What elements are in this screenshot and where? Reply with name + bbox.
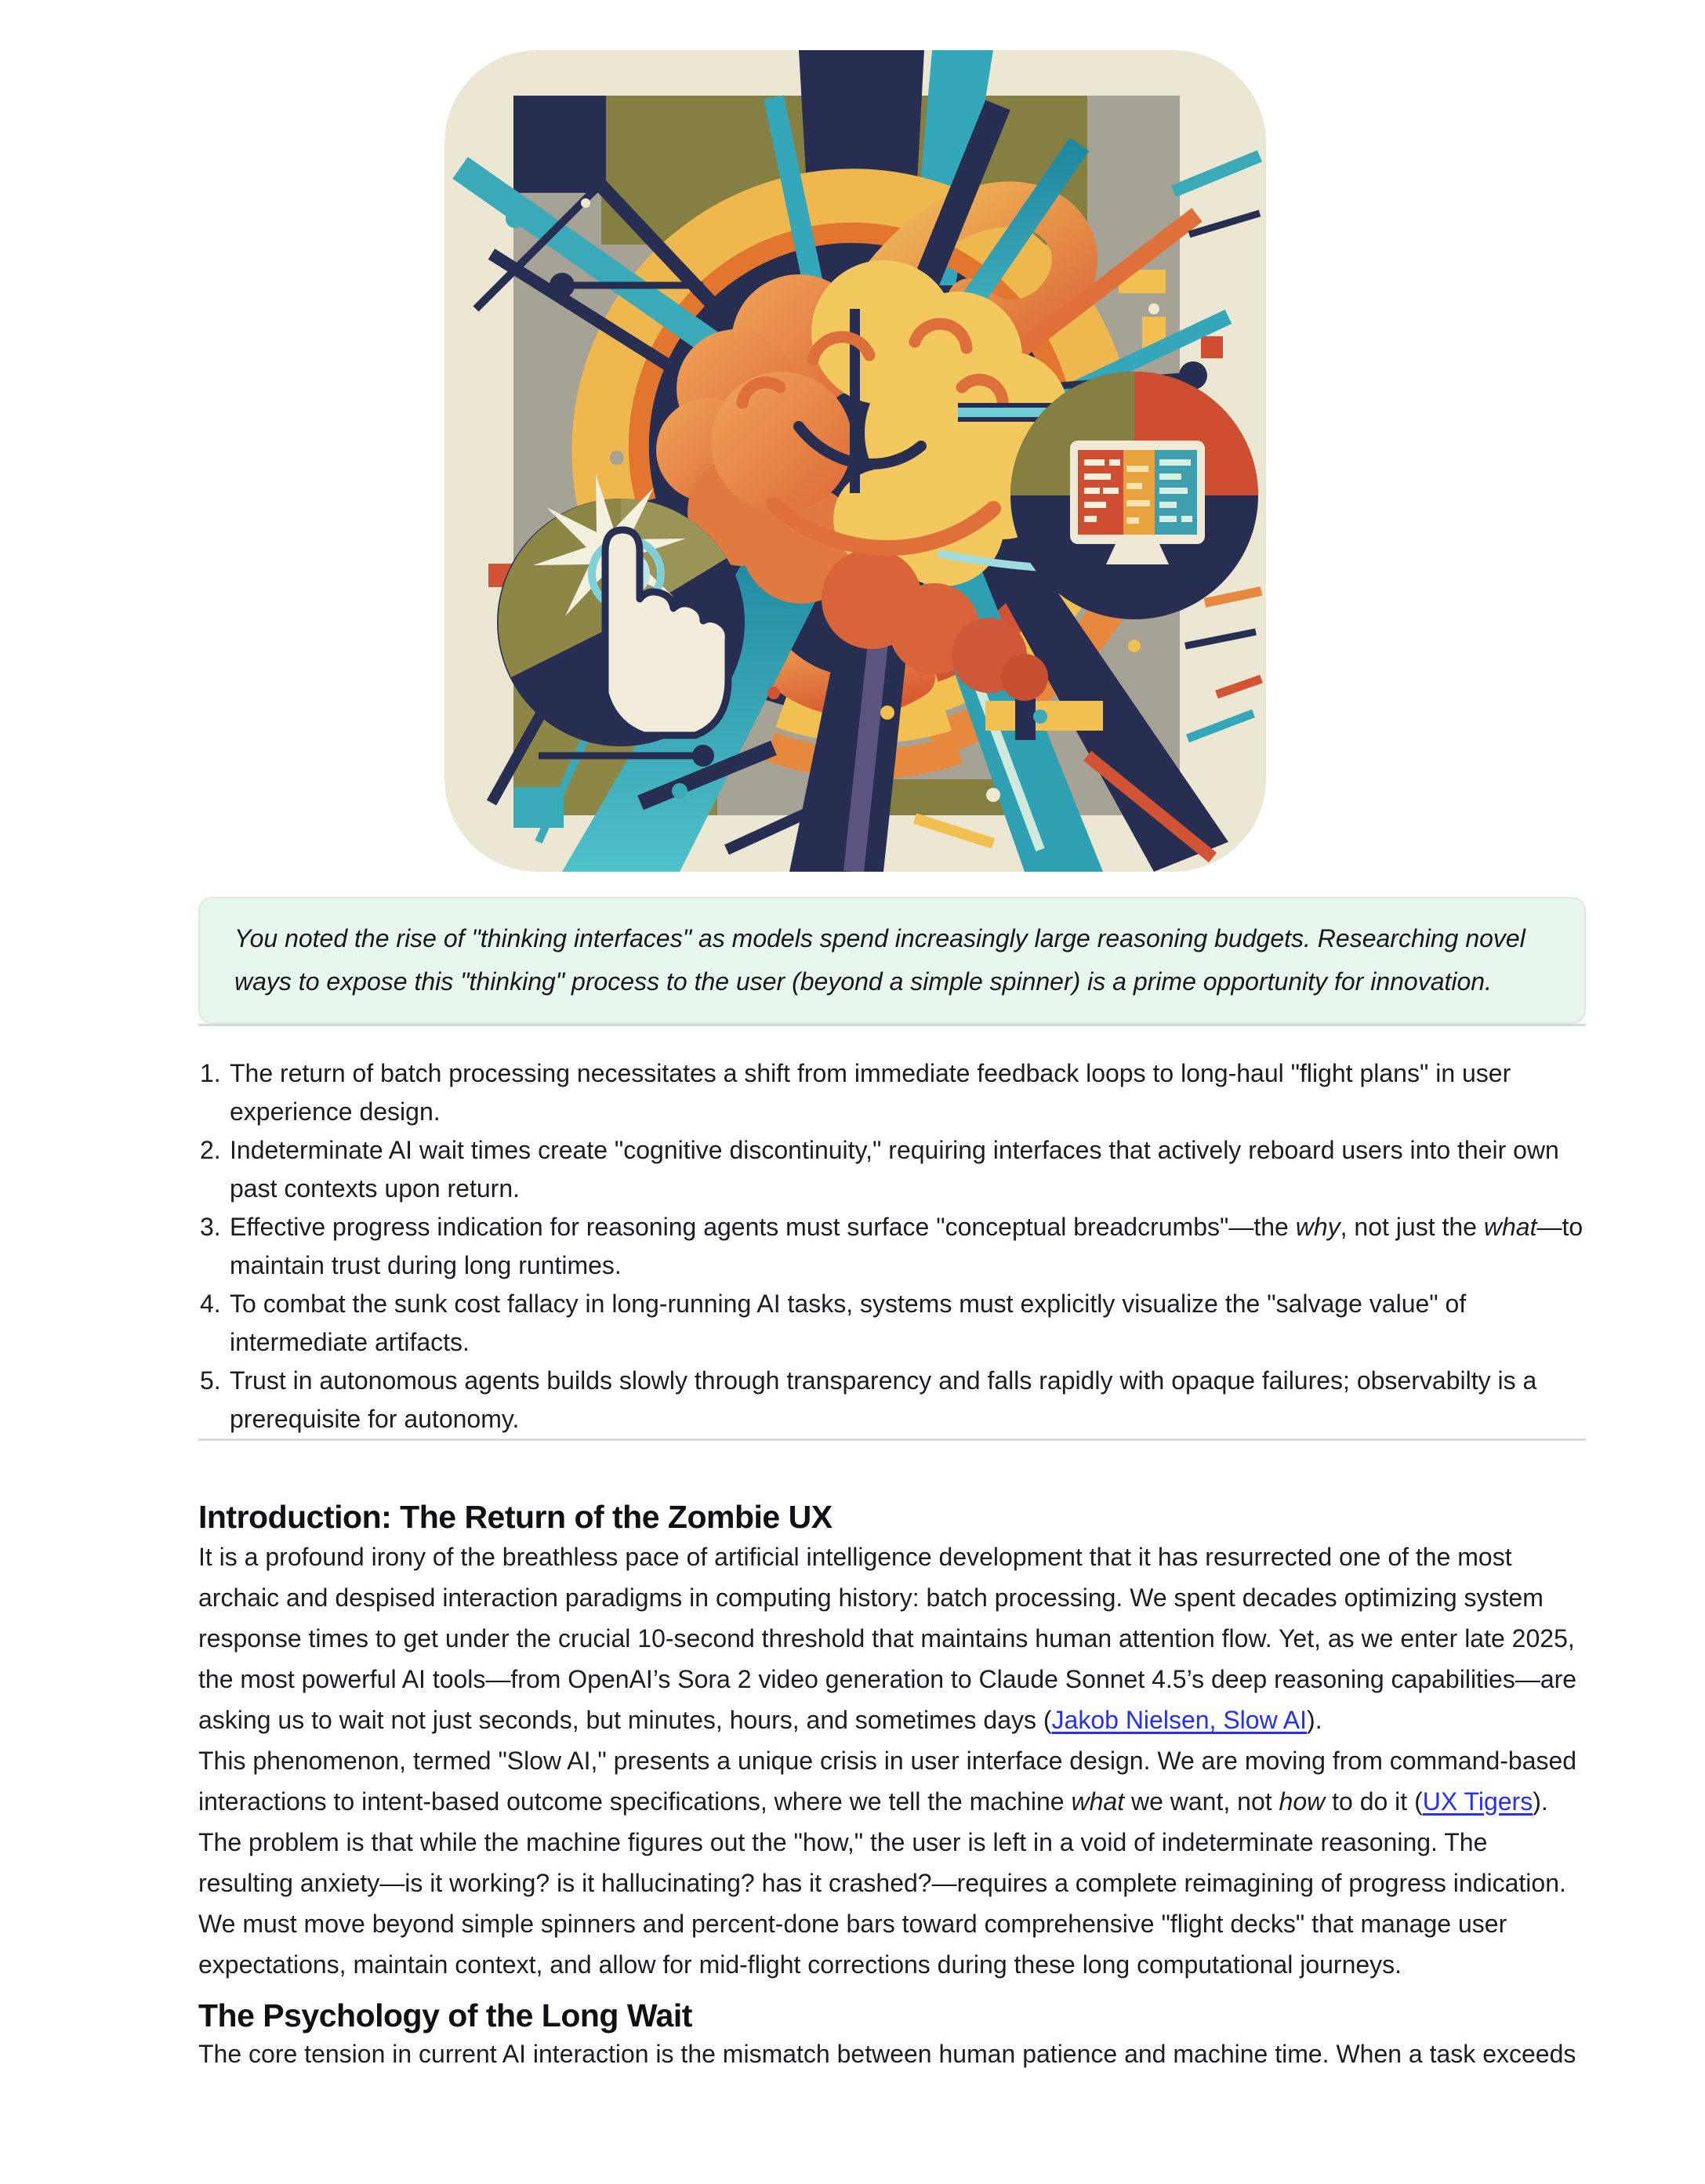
article-body — [198, 50, 1586, 2074]
list-marker: 4. — [200, 1290, 221, 1318]
callout-note — [198, 897, 1586, 1024]
list-item — [198, 1285, 1586, 1362]
list-marker: 3. — [200, 1213, 221, 1241]
psychology-paragraph-1: The core tension in current AI interaction is the mismatch between human patience and machine time. When a task exceeds — [198, 2040, 1576, 2068]
abstract-ai-brain-art — [444, 50, 1266, 872]
list-marker: 2. — [200, 1136, 221, 1164]
list-item — [198, 1362, 1586, 1438]
intro-paragraph-1: It is a profound irony of the breathless pace of artificial intelligence development that it has resurrected one of the most archaic and despised interaction paradigms in computing history: batch processing. We spent decades optimizing system response times to get under the crucial 10-second threshold that maintains human attention flow. Yet, as we enter late 2025, the most powerful AI tools—from OpenAI’s Sora 2 video generation to Claude Sonnet 4.5’s deep reasoning capabilities—are asking us to wait not just seconds, but minutes, hours, and sometimes days (Jakob Nielsen, Slow AI). — [198, 1543, 1577, 1734]
list-item-text: To combat the sunk cost fallacy in long-running AI tasks, systems must explicitly visualize the "salvage value" of intermediate artifacts. — [230, 1290, 1467, 1356]
list-item-text: Trust in autonomous agents builds slowly through transparency and falls rapidly with opaque failures; observabilty is a prerequisite for autonomy. — [230, 1366, 1537, 1433]
section-heading-psychology: The Psychology of the Long Wait — [198, 1997, 692, 2033]
divider — [198, 1024, 1586, 1026]
list-item — [198, 1054, 1586, 1131]
intro-paragraph-2: This phenomenon, termed "Slow AI," presents a unique crisis in user interface design. We are moving from command-based interactions to intent-based outcome specifications, where we tell the machine what we want, not how to do it (UX Tigers). The problem is that while the machine figures out the "how," the user is left in a void of indeterminate reasoning. The resulting anxiety—is it working? is it hallucinating? has it crashed?—requires a complete reimagining of progress indication. We must move beyond simple spinners and percent-done bars toward comprehensive "flight decks" that manage user expectations, maintain context, and allow for mid-flight corrections during these long computational journeys. — [198, 1747, 1577, 1979]
list-marker: 5. — [200, 1366, 221, 1395]
list-item-text: Indeterminate AI wait times create "cognitive discontinuity," requiring interfaces that actively reboard users into their own past contexts upon return. — [230, 1136, 1559, 1203]
list-item-text: The return of batch processing necessitates a shift from immediate feedback loops to long-haul "flight plans" in user experience design. — [230, 1059, 1511, 1126]
jakob-nielsen-link[interactable]: Jakob Nielsen, Slow AI — [1051, 1706, 1308, 1734]
list-item-text: Effective progress indication for reasoning agents must surface "conceptual breadcrumbs"—the why, not just the what—to maintain trust during long runtimes. — [230, 1213, 1583, 1279]
monitor-emblem — [1010, 372, 1258, 619]
key-points-list — [198, 1054, 1586, 1438]
list-item — [198, 1208, 1586, 1285]
list-marker: 1. — [200, 1059, 221, 1087]
section-heading-introduction: Introduction: The Return of the Zombie UX — [198, 1499, 833, 1535]
list-item — [198, 1131, 1586, 1208]
divider — [198, 1438, 1586, 1441]
callout-text: You noted the rise of "thinking interfaces" as models spend increasingly large reasoning budgets. Researching novel ways to expose this "thinking" process to the user (beyond a simple spinner) is a prime opportunity for innovation. — [234, 924, 1525, 996]
ux-tigers-link[interactable]: UX Tigers — [1422, 1787, 1533, 1816]
hero-illustration — [444, 50, 1266, 872]
